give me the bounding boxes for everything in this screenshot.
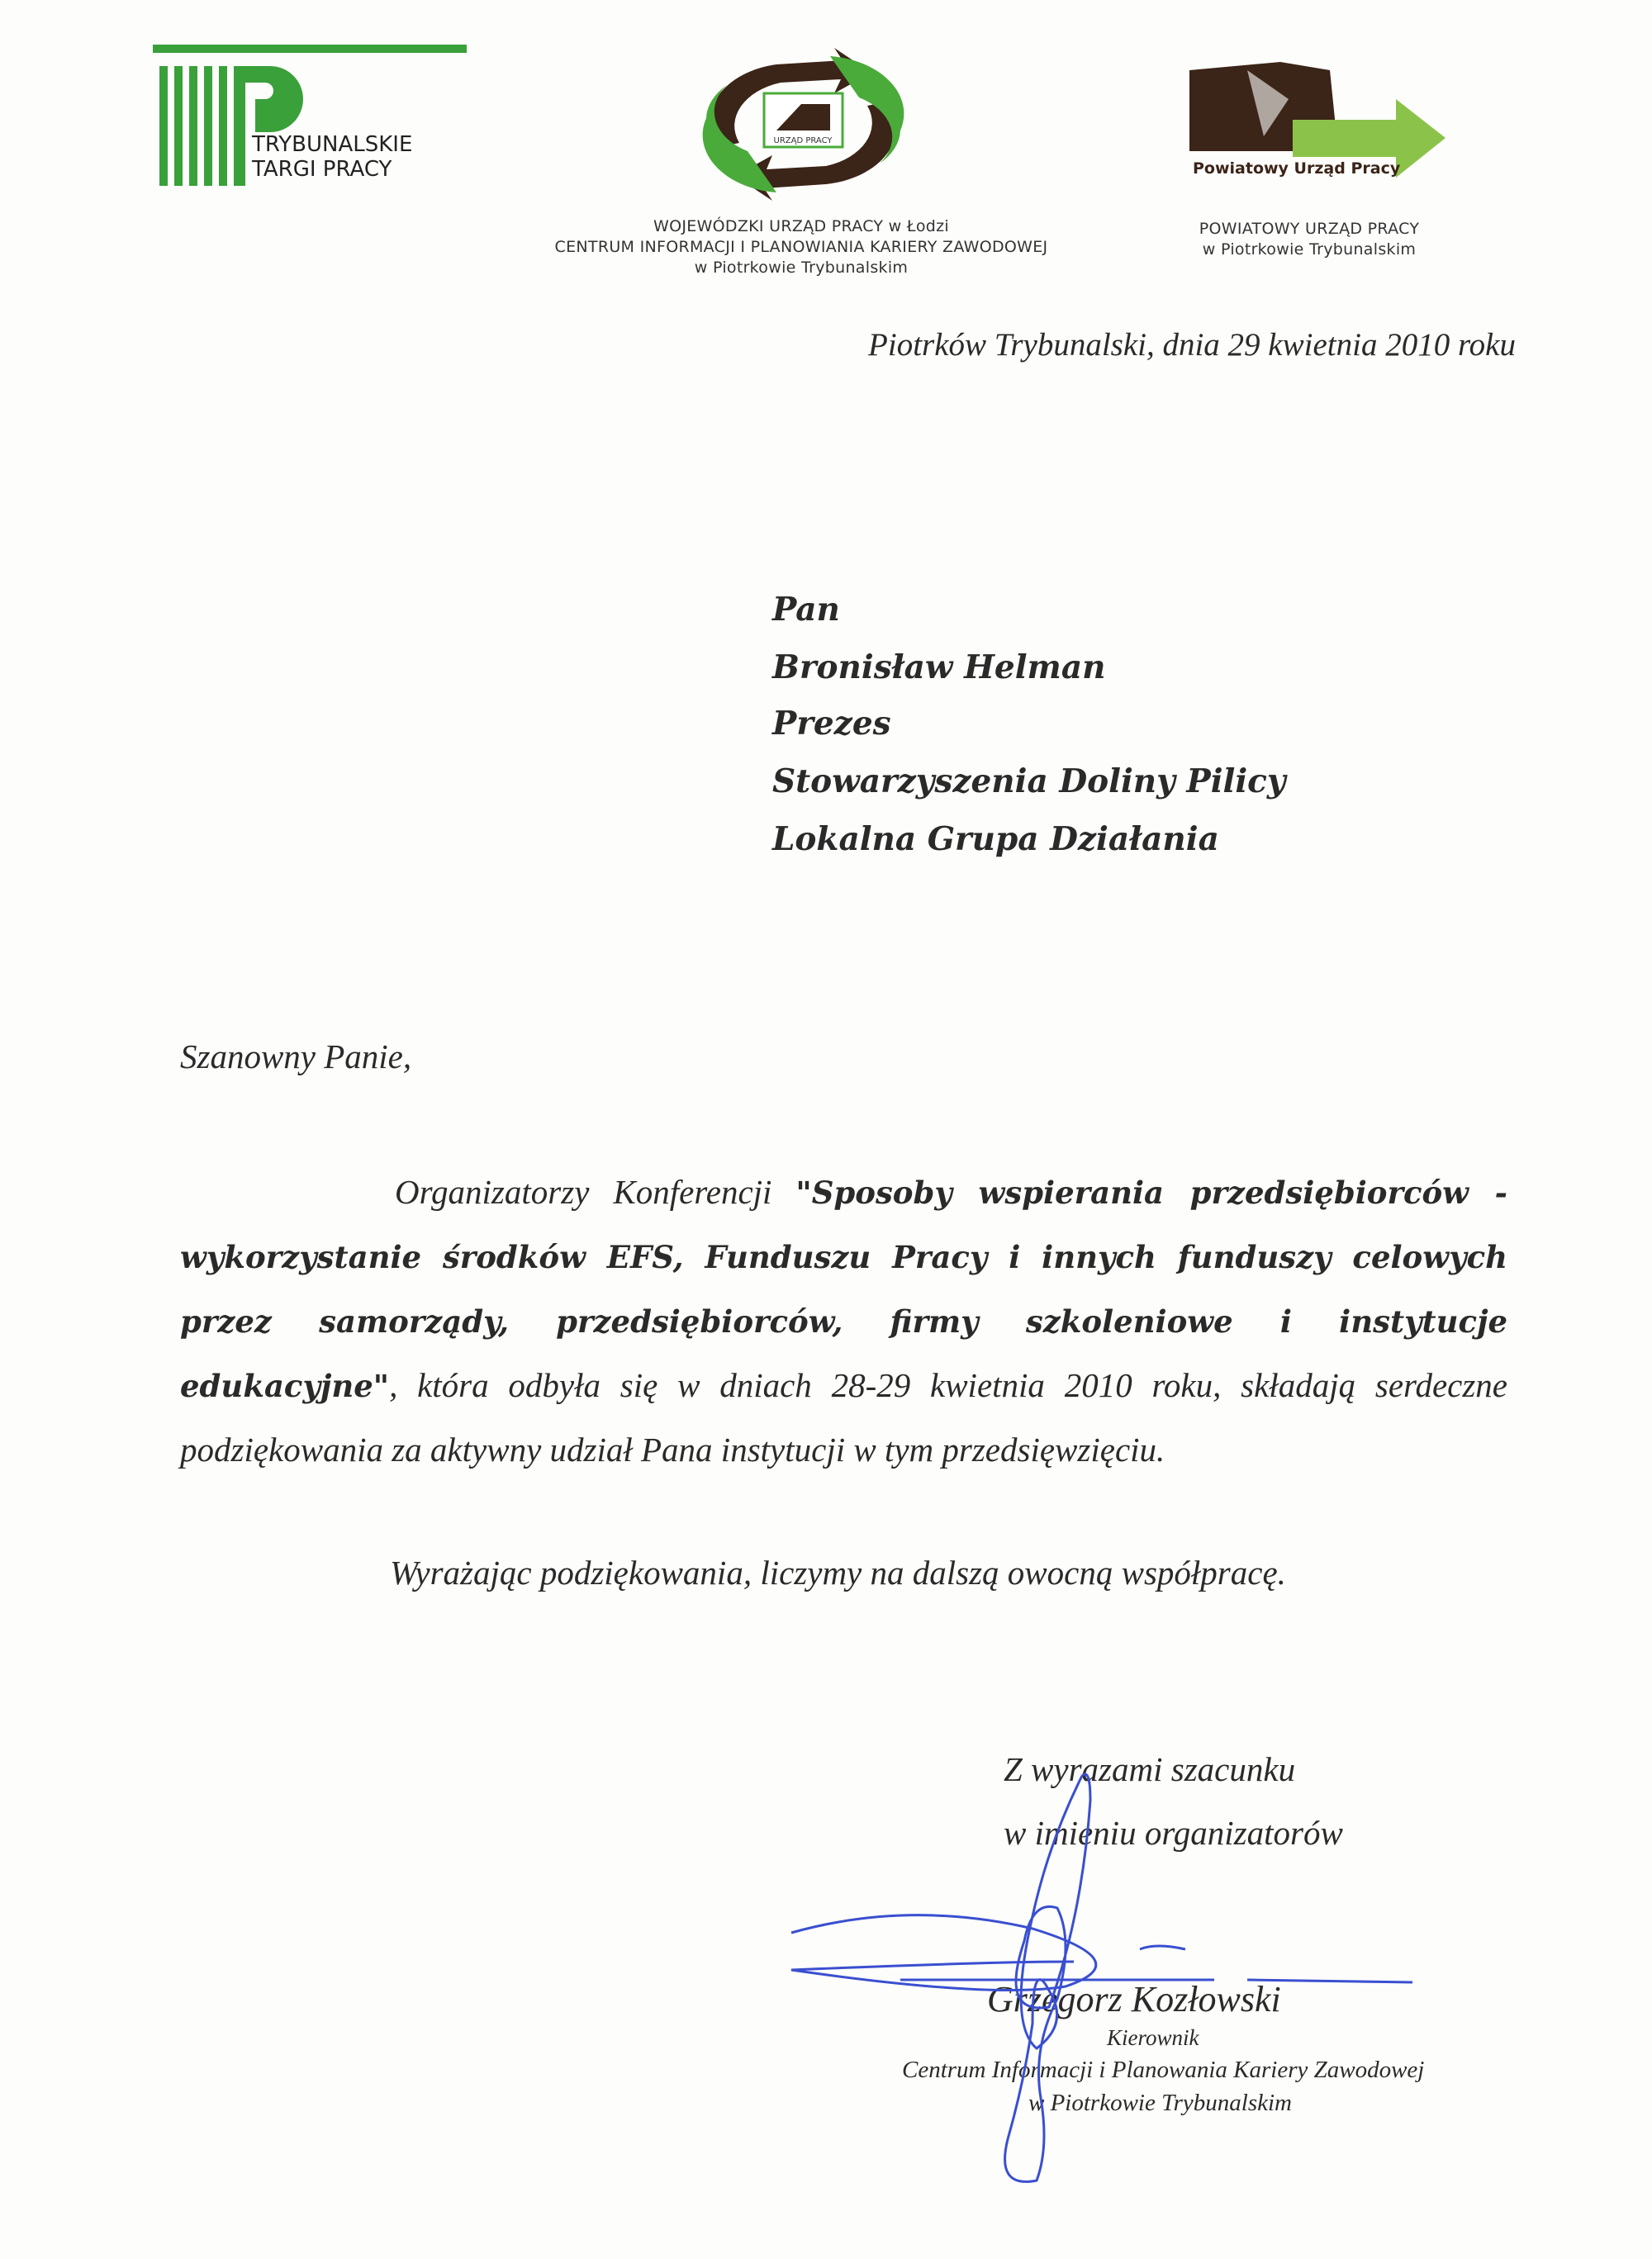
salutation: Szanowny Panie, xyxy=(180,1037,412,1075)
recipient-org: Stowarzyszenia Doliny Pilicy xyxy=(772,762,1286,800)
ttp-logo-text: TRYBUNALSKIE TARGI PRACY xyxy=(252,132,413,182)
recipient-title: Pan xyxy=(772,591,840,629)
recipient-name: Bronisław Helman xyxy=(772,648,1106,686)
date-line: Piotrków Trybunalski, dnia 29 kwietnia 2010 roku xyxy=(868,327,1516,363)
handwritten-signature xyxy=(785,1751,1429,2197)
body-rest: , która odbyła się w dniach 28-29 kwietnia 2010 roku, składają serdeczne podziękowania za aktywny udział Pana instytucji w tym przedsięwzięciu. xyxy=(180,1366,1507,1469)
signer-place: w Piotrkowie Trybunalskim xyxy=(1028,2090,1292,2116)
signer-name: Grzegorz Kozłowski xyxy=(987,1979,1281,2019)
pup-logo-label: Powiatowy Urząd Pracy xyxy=(1193,159,1401,178)
recipient-position: Prezes xyxy=(772,705,891,743)
signer-org: Centrum Informacji i Planowania Kariery Zawodowej xyxy=(902,2057,1425,2083)
recipient-org-sub: Lokalna Grupa Działania xyxy=(772,820,1219,858)
wup-badge: URZĄD PRACY xyxy=(773,136,833,145)
signoff-line1: Z wyrazami szacunku xyxy=(1004,1750,1296,1788)
conference-title: "Sposoby wspierania przedsiębiorców - wykorzystanie środków EFS, Funduszu Pracy i innych funduszy celowych przez samorządy, przedsiębiorców, firmy szkoleniowe i instytucje edukacyjne" xyxy=(180,1175,1507,1404)
body-paragraph xyxy=(180,1160,1507,1482)
body-intro: Organizatorzy Konferencji xyxy=(395,1173,796,1211)
signer-role: Kierownik xyxy=(1107,2025,1199,2050)
wup-address: WOJEWÓDZKI URZĄD PRACY w Łodzi CENTRUM INFORMACJI I PLANOWIANIA KARIERY ZAWODOWEJ w Piotrkowie Trybunalskim xyxy=(554,217,1048,277)
pup-logo xyxy=(1189,62,1454,186)
signoff-line2: w imieniu organizatorów xyxy=(1004,1814,1343,1852)
closing-sentence: Wyrażając podziękowania, liczymy na dalszą owocną współpracę. xyxy=(390,1554,1286,1592)
ttp-logo xyxy=(153,43,471,192)
pup-address: POWIATOWY URZĄD PRACY w Piotrkowie Trybunalskim xyxy=(1199,220,1420,259)
wup-logo xyxy=(694,48,913,201)
recycle-arrows-icon xyxy=(694,48,913,201)
